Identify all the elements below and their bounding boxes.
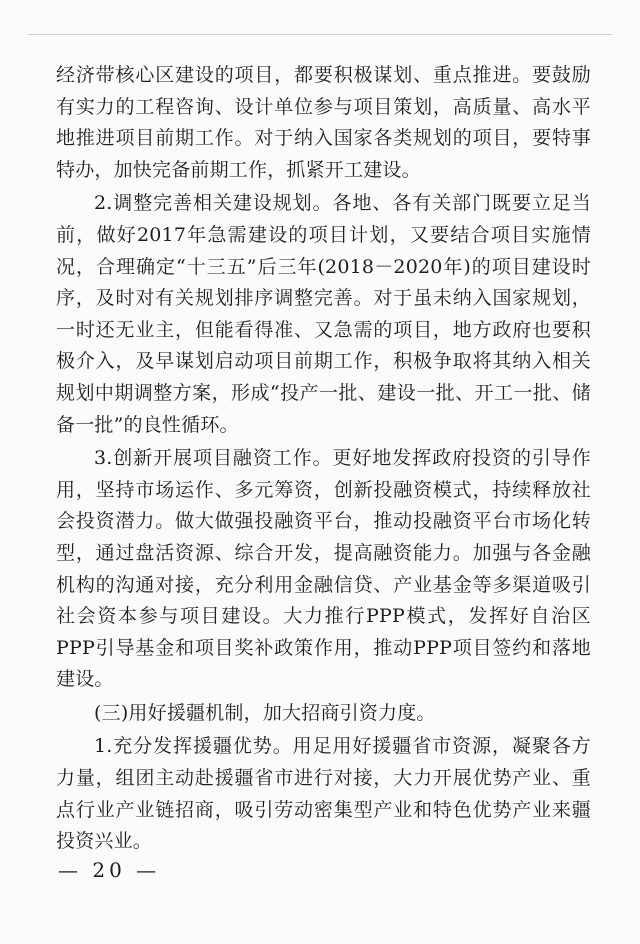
header-rule <box>28 34 612 35</box>
document-body <box>56 60 591 860</box>
page-number: — 20 — <box>58 858 161 882</box>
paragraph-planning: 2.调整完善相关建设规划。各地、各有关部门既要立足当前，做好2017年急需建设的项目计划，又要结合项目实施情况，合理确定“十三五”后三年(2018－2020年)的项目建设时序，及时对有关规划排序调整完善。对于虽未纳入国家规划，一时还无业主，但能看得准、又急需的项目，地方政府也要积极介入，及早谋划启动项目前期工作，积极争取将其纳入相关规划中期调整方案，形成“投产一批、建设一批、开工一批、储备一批”的良性循环。 <box>56 192 591 436</box>
section-heading: (三)用好援疆机制，加大招商引资力度。 <box>94 701 436 724</box>
paragraph-continuation: 经济带核心区建设的项目，都要积极谋划、重点推进。要鼓励有实力的工程咨询、设计单位参与项目策划，高质量、高水平地推进项目前期工作。对于纳入国家各类规划的项目，要特事特办，加快完备前期工作，抓紧开工建设。 <box>56 64 591 181</box>
paragraph-aid: 1.充分发挥援疆优势。用足用好援疆省市资源，凝聚各方力量，组团主动赴援疆省市进行对接，大力开展优势产业、重点行业产业链招商，吸引劳动密集型产业和特色优势产业来疆投资兴业。 <box>56 735 591 853</box>
paragraph-financing: 3.创新开展项目融资工作。更好地发挥政府投资的引导作用，坚持市场运作、多元筹资，创新投融资模式，持续释放社会投资潜力。做大做强投融资平台，推动投融资平台市场化转型，通过盘活资源、综合开发，提高融资能力。加强与各金融机构的沟通对接，充分利用金融信贷、产业基金等多渠道吸引社会资本参与项目建设。大力推行PPP模式，发挥好自治区PPP引导基金和项目奖补政策作用，推动PPP项目签约和落地建设。 <box>56 447 591 691</box>
